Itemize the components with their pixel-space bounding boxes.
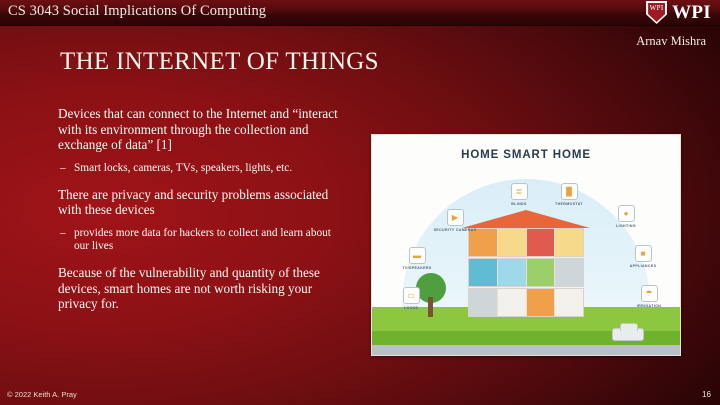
author-name: Arnav Mishra bbox=[636, 34, 706, 48]
figure-node-tv-speakers bbox=[394, 247, 440, 271]
wpi-logo bbox=[646, 1, 711, 24]
figure-node-blinds bbox=[496, 183, 542, 207]
camera-icon: ▶ bbox=[447, 209, 464, 226]
appliance-icon: ■ bbox=[635, 245, 652, 262]
wpi-wordmark: WPI bbox=[672, 1, 711, 23]
irrigation-icon: ☂ bbox=[641, 285, 658, 302]
figure-node-irrigation bbox=[626, 285, 672, 309]
course-title: CS 3043 Social Implications Of Computing bbox=[8, 3, 267, 19]
figure-node-lighting bbox=[603, 205, 649, 229]
node-label: SECURITY CAMERAS bbox=[433, 228, 477, 232]
shield-icon bbox=[646, 1, 667, 24]
figure-node-appliances bbox=[620, 245, 666, 269]
car-icon bbox=[612, 328, 644, 341]
node-label: BLINDS bbox=[511, 202, 527, 206]
node-label: LOCKS bbox=[403, 306, 419, 310]
node-label: APPLIANCES bbox=[629, 264, 657, 268]
smart-home-figure bbox=[371, 134, 681, 356]
bullet-dash: – bbox=[60, 161, 66, 174]
page-title: THE INTERNET OF THINGS bbox=[60, 48, 379, 75]
house-floor-bottom bbox=[468, 288, 584, 317]
bullet-dash: – bbox=[60, 226, 66, 239]
node-label: THERMOSTAT bbox=[555, 202, 583, 206]
bullet-item-1 bbox=[58, 162, 348, 175]
thermostat-icon: █ bbox=[561, 183, 578, 200]
page-number: 16 bbox=[702, 390, 711, 399]
node-label: TV/SPEAKERS bbox=[402, 266, 432, 270]
body-paragraph-3: Because of the vulnerability and quantity of these devices, smart homes are not worth risking your privacy for. bbox=[58, 264, 320, 312]
figure-title: HOME SMART HOME bbox=[461, 149, 591, 161]
house-roof bbox=[462, 210, 590, 228]
node-label: LIGHTING bbox=[616, 224, 636, 228]
bullet-text: Smart locks, cameras, TVs, speakers, lights, etc. bbox=[74, 161, 293, 174]
figure-node-security-cameras bbox=[432, 209, 478, 233]
tv-icon: ▬ bbox=[409, 247, 426, 264]
body-paragraph-2: There are privacy and security problems associated with these devices bbox=[58, 186, 329, 218]
figure-road bbox=[372, 345, 680, 355]
copyright-notice: © 2022 Keith A. Pray bbox=[7, 390, 77, 399]
blinds-icon: ≣ bbox=[511, 183, 528, 200]
lock-icon: ▭ bbox=[403, 287, 420, 304]
lightbulb-icon: ● bbox=[618, 205, 635, 222]
figure-house bbox=[468, 227, 584, 319]
figure-node-locks bbox=[388, 287, 434, 311]
node-label: IRRIGATION bbox=[636, 304, 662, 308]
body-paragraph-1: Devices that can connect to the Internet and “interact with its environment through the collection and exchange of data” [1] bbox=[58, 106, 338, 153]
figure-node-thermostat bbox=[546, 183, 592, 207]
slide-header-bar bbox=[0, 0, 720, 26]
shield-label: WPI bbox=[649, 4, 664, 12]
house-floor-top bbox=[468, 228, 584, 257]
bullet-text: provides more data for hackers to collect and learn about our lives bbox=[74, 226, 331, 252]
bullet-item-2 bbox=[58, 227, 348, 253]
slide-body bbox=[58, 106, 348, 321]
house-floor-middle bbox=[468, 258, 584, 287]
